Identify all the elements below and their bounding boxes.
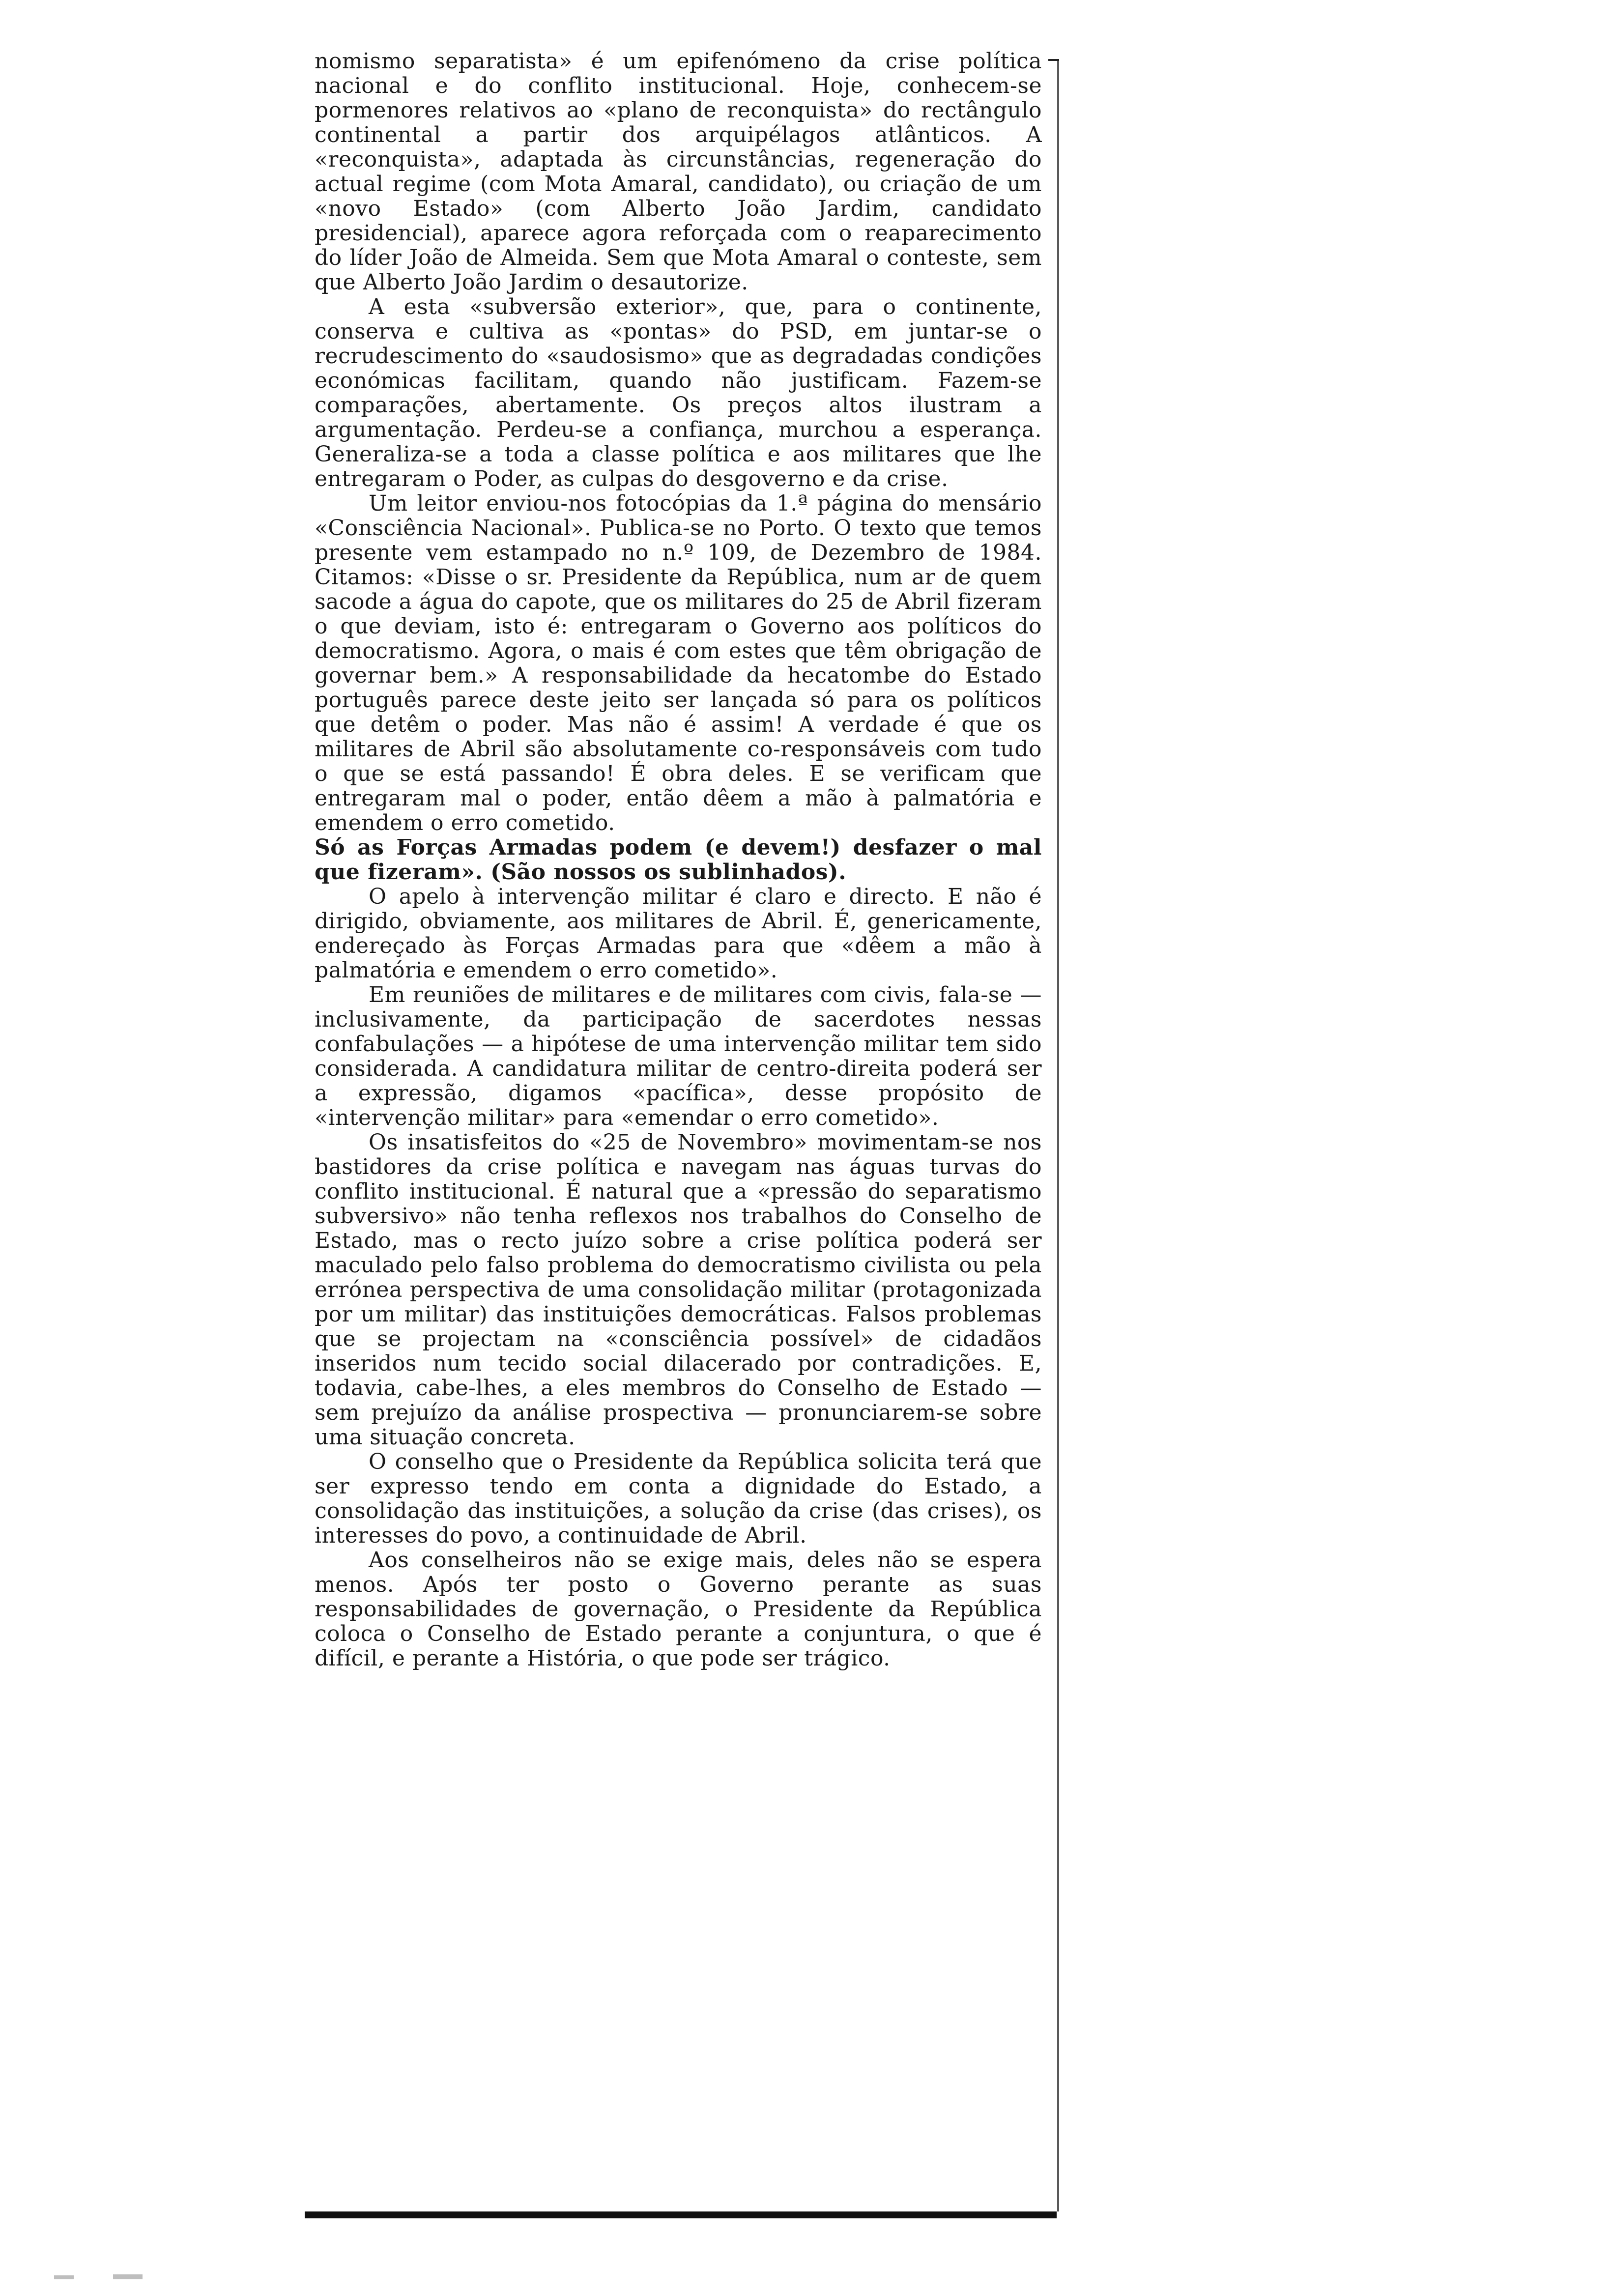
article-paragraph-emphasis bbox=[315, 835, 1042, 885]
article-paragraph: Os insatisfeitos do «25 de Novembro» movimentam-se nos bastidores da crise política e navegam nas águas turvas do conflito institucional. É natural que a «pressão do separatismo subversivo» não tenha reflexos nos trabalhos do Conselho de Estado, mas o recto juízo sobre a crise política poderá ser maculado pelo falso problema do democratismo civilista ou pela errónea perspectiva de uma consolidação militar (protagonizada por um militar) das instituições democráticas. Falsos problemas que se projectam na «consciência possível» de cidadãos inseridos num tecido social dilacerado por contradições. E, todavia, cabe-lhes, a eles membros do Conselho de Estado — sem prejuízo da análise prospectiva — pronunciarem-se sobre uma situação concreta. bbox=[315, 1130, 1042, 1450]
article-paragraph: O apelo à intervenção militar é claro e directo. E não é dirigido, obviamente, aos militares de Abril. É, genericamente, endereçado às Forças Armadas para que «dêem a mão à palmatória e emendem o erro cometido». bbox=[315, 884, 1042, 983]
article-paragraph: O conselho que o Presidente da República solicita terá que ser expresso tendo em conta a dignidade do Estado, a consolidação das instituições, a solução da crise (das crises), os interesses do povo, a continuidade de Abril. bbox=[315, 1449, 1042, 1548]
article-text-column bbox=[315, 49, 1042, 1671]
column-vertical-rule bbox=[1057, 59, 1059, 2211]
article-paragraph: A esta «subversão exterior», que, para o continente, conserva e cultiva as «pontas» do PSD, em juntar-se o recrudescimento do «saudosismo» que as degradadas condições económicas facilitam, quando não justificam. Fazem-se comparações, abertamente. Os preços altos ilustram a argumentação. Perdeu-se a confiança, murchou a esperança. Generaliza-se a toda a classe política e aos militares que lhe entregaram o Poder, as culpas do desgoverno e da crise. bbox=[315, 294, 1042, 491]
article-paragraph: Aos conselheiros não se exige mais, deles não se espera menos. Após ter posto o Governo perante as suas responsabilidades de governação, o Presidente da República coloca o Conselho de Estado perante a conjuntura, o que é difícil, e perante a História, o que pode ser trágico. bbox=[315, 1548, 1042, 1671]
article-paragraph: Um leitor enviou-nos fotocópias da 1.ª página do mensário «Consciência Nacional». Publica-se no Porto. O texto que temos presente vem estampado no n.º 109, de Dezembro de 1984. Citamos: «Disse o sr. Presidente da República, num ar de quem sacode a água do capote, que os militares do 25 de Abril fizeram o que deviam, isto é: entregaram o Governo aos políticos do democratismo. Agora, o mais é com estes que têm obrigação de governar bem.» A responsabilidade da hecatombe do Estado português parece deste jeito ser lançada só para os políticos que detêm o poder. Mas não é assim! A verdade é que os militares de Abril são absolutamente co-responsáveis com tudo o que se está passando! É obra deles. E se verificam que entregaram mal o poder, então dêem a mão à palmatória e emendem o erro cometido. bbox=[315, 491, 1042, 835]
article-bottom-rule bbox=[305, 2211, 1057, 2218]
newspaper-clipping bbox=[315, 49, 1042, 2221]
article-paragraph: nomismo separatista» é um epifenómeno da crise política nacional e do conflito institucional. Hoje, conhecem-se pormenores relativos ao «plano de reconquista» do rectângulo continental a partir dos arquipélagos atlânticos. A «reconquista», adaptada às circunstâncias, regeneração do actual regime (com Mota Amaral, candidato), ou criação de um «novo Estado» (com Alberto João Jardim, candidato presidencial), aparece agora reforçada com o reaparecimento do líder João de Almeida. Sem que Mota Amaral o conteste, sem que Alberto João Jardim o desautorize. bbox=[315, 49, 1042, 295]
scan-noise-speck bbox=[113, 2274, 143, 2279]
emphasized-quote: Só as Forças Armadas podem (e devem!) desfazer o mal que fizeram». (São nossos os sublinhados). bbox=[315, 835, 1042, 885]
scan-noise-speck bbox=[54, 2275, 74, 2279]
article-paragraph: Em reuniões de militares e de militares com civis, fala-se — inclusivamente, da participação de sacerdotes nessas confabulações — a hipótese de uma intervenção militar tem sido considerada. A candidatura militar de centro-direita poderá ser a expressão, digamos «pacífica», desse propósito de «intervenção militar» para «emendar o erro cometido». bbox=[315, 982, 1042, 1130]
